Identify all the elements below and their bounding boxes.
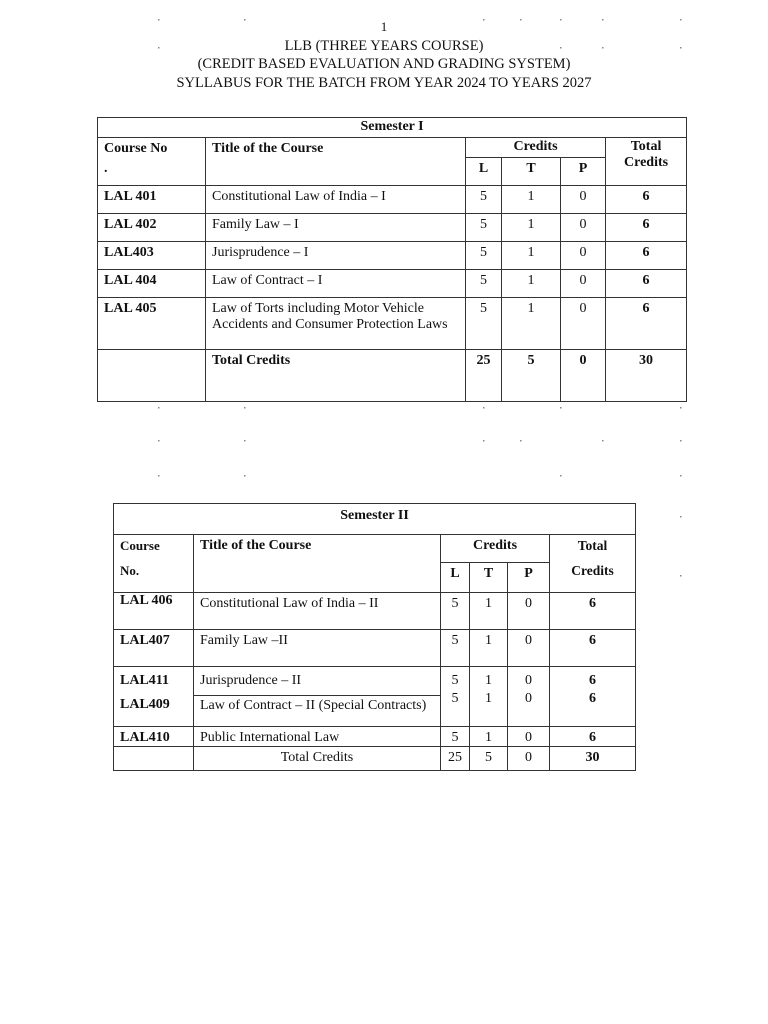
tutorial-credits: 1 [470, 593, 508, 630]
total-credits-header-line1: Total [577, 538, 608, 553]
total-tutorial: 5 [470, 747, 508, 771]
course-title: Family Law – I [206, 214, 466, 242]
course-code: LAL409 [120, 697, 170, 712]
lecture-credits: 5 [451, 673, 459, 688]
course-title: Law of Torts including Motor Vehicle Accidents and Consumer Protection Laws [206, 298, 466, 350]
tutorial-credits: 1 [470, 630, 508, 667]
total-credits-sum: 30 [606, 350, 687, 402]
course-code: LAL410 [114, 727, 194, 747]
practical-credits: 0 [561, 214, 606, 242]
total-credits: 6 [606, 186, 687, 214]
tutorial-header: T [470, 563, 508, 593]
total-credits: 6 [606, 270, 687, 298]
document-header [0, 18, 768, 92]
course-title: Public International Law [194, 727, 441, 747]
tutorial-header: T [502, 158, 561, 186]
lecture-credits-pair [441, 667, 470, 727]
total-row [98, 350, 687, 402]
total-row [114, 747, 636, 771]
course-title: Family Law –II [194, 630, 441, 667]
lecture-credits: 5 [466, 270, 502, 298]
course-title: Jurisprudence – II [194, 673, 440, 696]
tutorial-credits-pair [470, 667, 508, 727]
course-title: Jurisprudence – I [206, 242, 466, 270]
course-title-pair [194, 667, 441, 727]
lecture-credits: 5 [451, 691, 459, 706]
tutorial-credits: 1 [502, 242, 561, 270]
course-no-header-dot: . [104, 161, 108, 176]
total-credits-label: Total Credits [194, 747, 441, 771]
semester-1-table [97, 117, 687, 402]
course-code: LAL411 [120, 673, 170, 688]
table-row [114, 593, 636, 630]
practical-credits-pair [508, 667, 550, 727]
course-title: Law of Contract – I [206, 270, 466, 298]
tutorial-credits: 1 [502, 186, 561, 214]
table-row [114, 630, 636, 667]
table-row [98, 186, 687, 214]
practical-credits: 0 [508, 630, 550, 667]
practical-credits: 0 [525, 691, 532, 706]
course-code: LAL 402 [98, 214, 206, 242]
total-credits: 6 [606, 242, 687, 270]
course-title: Constitutional Law of India – II [194, 593, 441, 630]
course-code: LAL403 [98, 242, 206, 270]
course-title: Constitutional Law of India – I [206, 186, 466, 214]
total-credits-header [606, 138, 687, 186]
practical-credits: 0 [508, 593, 550, 630]
lecture-credits: 5 [441, 630, 470, 667]
total-credits-header-line2: Credits [624, 155, 669, 170]
credits-header: Credits [466, 138, 606, 158]
total-lecture: 25 [441, 747, 470, 771]
total-credits: 6 [550, 593, 636, 630]
course-subheading: (CREDIT BASED EVALUATION AND GRADING SYSTEM) [197, 56, 571, 72]
course-no-header-line1: Course [120, 538, 160, 553]
total-credits-sum: 30 [550, 747, 636, 771]
table-row [114, 727, 636, 747]
course-heading: LLB (THREE YEARS COURSE) [284, 37, 484, 54]
total-lecture: 25 [466, 350, 502, 402]
total-credits: 6 [589, 673, 596, 688]
practical-header: P [508, 563, 550, 593]
practical-credits: 0 [508, 727, 550, 747]
lecture-credits: 5 [466, 298, 502, 350]
total-credits-pair [550, 667, 636, 727]
lecture-header: L [441, 563, 470, 593]
tutorial-credits: 1 [502, 214, 561, 242]
course-code: LAL 401 [98, 186, 206, 214]
practical-credits: 0 [525, 673, 532, 688]
semester-1-title: Semester I [98, 118, 687, 138]
lecture-credits: 5 [466, 214, 502, 242]
empty-cell [98, 350, 206, 402]
practical-header: P [561, 158, 606, 186]
total-credits: 6 [589, 691, 596, 706]
empty-cell [114, 747, 194, 771]
course-code-pair [114, 667, 194, 727]
total-credits: 6 [550, 630, 636, 667]
practical-credits: 0 [561, 242, 606, 270]
semester-2-title: Semester II [114, 504, 636, 535]
credits-header: Credits [441, 535, 550, 563]
tutorial-credits: 1 [502, 270, 561, 298]
course-title-header: Title of the Course [194, 535, 441, 593]
course-code: LAL 405 [98, 298, 206, 350]
lecture-credits: 5 [466, 186, 502, 214]
course-no-header [98, 138, 206, 186]
course-title: Law of Contract – II (Special Contracts) [200, 698, 427, 713]
tutorial-credits: 1 [485, 691, 492, 706]
practical-credits: 0 [561, 186, 606, 214]
total-credits: 6 [550, 727, 636, 747]
total-credits: 6 [606, 298, 687, 350]
semester-2-table [113, 503, 636, 771]
total-credits-header-line1: Total [630, 139, 662, 154]
tutorial-credits: 1 [485, 673, 492, 688]
total-tutorial: 5 [502, 350, 561, 402]
batch-heading: SYLLABUS FOR THE BATCH FROM YEAR 2024 TO YEARS 2027 [176, 74, 592, 91]
table-row-group [114, 667, 636, 727]
total-credits-label: Total Credits [206, 350, 466, 402]
course-title-header: Title of the Course [206, 138, 466, 186]
course-no-header-line2: No. [120, 563, 140, 578]
lecture-header: L [466, 158, 502, 186]
total-credits: 6 [606, 214, 687, 242]
tutorial-credits: 1 [470, 727, 508, 747]
practical-credits: 0 [561, 270, 606, 298]
lecture-credits: 5 [441, 593, 470, 630]
lecture-credits: 5 [466, 242, 502, 270]
table-row [98, 298, 687, 350]
course-code: LAL407 [114, 630, 194, 667]
table-row [98, 270, 687, 298]
course-no-header [114, 535, 194, 593]
total-credits-header [550, 535, 636, 593]
practical-credits: 0 [561, 298, 606, 350]
table-row [98, 242, 687, 270]
lecture-credits: 5 [441, 727, 470, 747]
total-practical: 0 [561, 350, 606, 402]
course-code: LAL 404 [98, 270, 206, 298]
total-credits-header-line2: Credits [571, 563, 614, 578]
course-code: LAL 406 [114, 593, 194, 630]
course-no-header-label: Course No [104, 141, 168, 156]
tutorial-credits: 1 [502, 298, 561, 350]
page-number: 1 [380, 19, 388, 34]
table-row [98, 214, 687, 242]
total-practical: 0 [508, 747, 550, 771]
